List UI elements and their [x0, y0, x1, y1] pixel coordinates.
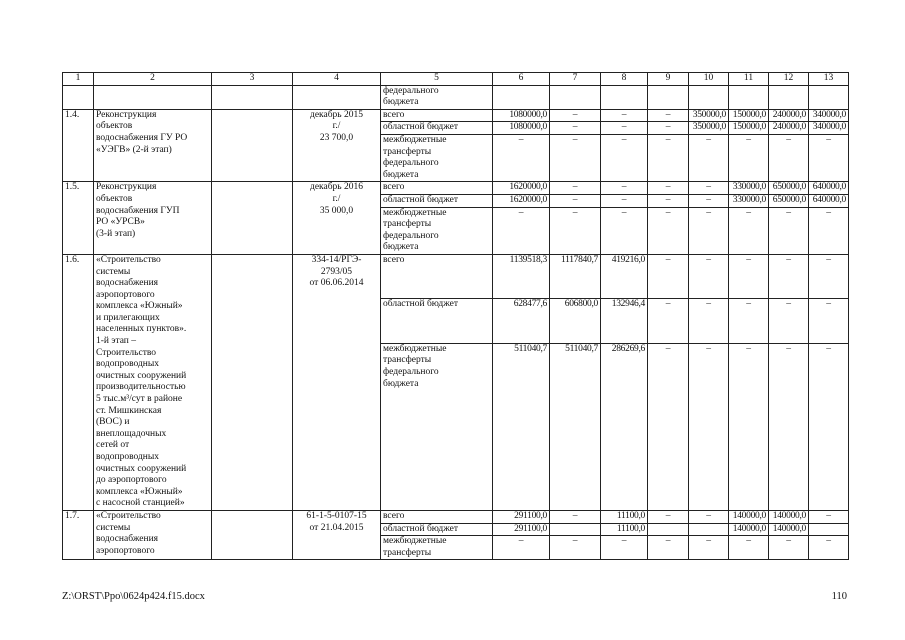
text-line: Строительство	[96, 347, 157, 358]
value-cell: –	[601, 134, 648, 181]
value-cell: –	[689, 343, 729, 510]
text-line: г./	[332, 121, 341, 132]
text-line: 1-й этап –	[96, 336, 137, 347]
text-line: бюджета	[383, 169, 419, 180]
table-row	[63, 254, 849, 298]
value-cell: –	[648, 207, 689, 254]
table-row	[63, 510, 849, 523]
item-number	[63, 85, 94, 109]
value-cell: –	[493, 134, 550, 181]
text-line: «Строительство	[96, 510, 161, 521]
value-cell	[809, 85, 849, 109]
text-line: областной бюджет	[383, 299, 459, 310]
value-cell: 640000,0	[809, 182, 849, 195]
value-cell: –	[601, 109, 648, 122]
value-cell: –	[689, 299, 729, 343]
value-cell: –	[809, 254, 849, 298]
text-line: межбюджетные	[383, 134, 447, 145]
page-number: 110	[831, 591, 847, 602]
col3-cell	[212, 85, 293, 109]
funding-source	[381, 109, 493, 122]
value-cell	[493, 85, 550, 109]
value-cell: 350000,0	[689, 122, 729, 135]
text-line: водопроводных	[96, 452, 160, 462]
column-header: 11	[729, 73, 769, 86]
value-cell: 132946,4	[601, 299, 648, 343]
funding-source	[381, 254, 493, 298]
value-cell: –	[601, 207, 648, 254]
value-cell: 291100,0	[493, 523, 550, 536]
text-line: комплекса «Южный»	[96, 301, 183, 312]
column-header: 7	[550, 73, 601, 86]
value-cell: –	[550, 109, 601, 122]
value-cell: –	[493, 207, 550, 254]
column-header: 10	[689, 73, 729, 86]
text-line: федерального	[383, 366, 439, 377]
text-line: и прилегающих	[96, 312, 160, 323]
budget-table	[62, 72, 849, 560]
value-cell: –	[769, 299, 809, 343]
value-cell	[689, 85, 729, 109]
value-cell	[601, 85, 648, 109]
column-header: 8	[601, 73, 648, 86]
col3-cell	[212, 254, 293, 510]
text-line: декабрь 2015	[309, 109, 364, 120]
value-cell: 628477,6	[493, 299, 550, 343]
text-line: межбюджетные	[383, 536, 447, 547]
funding-source	[381, 134, 493, 181]
text-line: всего	[383, 510, 405, 521]
value-cell: –	[729, 134, 769, 181]
value-cell: 640000,0	[809, 194, 849, 207]
value-cell: –	[769, 254, 809, 298]
text-line: всего	[383, 254, 405, 265]
value-cell: –	[689, 134, 729, 181]
value-cell: 140000,0	[769, 510, 809, 523]
value-cell: –	[550, 194, 601, 207]
value-cell	[689, 523, 729, 536]
value-cell	[769, 85, 809, 109]
value-cell: 419216,0	[601, 254, 648, 298]
text-line: трансферты	[383, 146, 432, 157]
value-cell	[550, 523, 601, 536]
object-name	[94, 182, 212, 255]
value-cell: 140000,0	[729, 510, 769, 523]
text-line: бюджета	[383, 97, 419, 108]
column-header: 13	[809, 73, 849, 86]
text-line: водоснабжения ГУ РО	[96, 132, 188, 143]
text-line: до аэропортового	[96, 475, 167, 486]
value-cell: –	[809, 134, 849, 181]
value-cell: 1080000,0	[493, 122, 550, 135]
value-cell: 350000,0	[689, 109, 729, 122]
value-cell: 1620000,0	[493, 182, 550, 195]
value-cell: –	[648, 109, 689, 122]
funding-source	[381, 510, 493, 523]
text-line: (3-й этап)	[96, 228, 136, 239]
value-cell: –	[601, 122, 648, 135]
table-row	[63, 85, 849, 109]
text-line: водоснабжения	[96, 534, 159, 545]
text-line: областной бюджет	[383, 523, 459, 534]
value-cell: –	[648, 254, 689, 298]
value-cell: 11100,0	[601, 523, 648, 536]
value-cell: –	[729, 536, 769, 560]
value-cell: –	[550, 122, 601, 135]
value-cell: 650000,0	[769, 194, 809, 207]
funding-source	[381, 85, 493, 109]
value-cell: –	[550, 207, 601, 254]
text-line: водоснабжения ГУП	[96, 205, 180, 216]
value-cell	[809, 523, 849, 536]
table-body	[63, 85, 849, 560]
value-cell: –	[769, 343, 809, 510]
item-number: 1.5.	[63, 182, 94, 255]
document-details	[293, 109, 381, 182]
column-header: 1	[63, 73, 94, 86]
value-cell: –	[648, 510, 689, 523]
funding-source	[381, 182, 493, 195]
text-line: комплекса «Южный»	[96, 486, 183, 497]
funding-source	[381, 536, 493, 560]
text-line: 61-1-5-0107-15	[306, 510, 367, 521]
value-cell: 150000,0	[729, 109, 769, 122]
value-cell: –	[550, 134, 601, 181]
table-row	[63, 182, 849, 195]
text-line: трансферты	[383, 547, 432, 558]
column-header: 3	[212, 73, 293, 86]
value-cell: –	[648, 343, 689, 510]
value-cell: 240000,0	[769, 109, 809, 122]
value-cell: 650000,0	[769, 182, 809, 195]
value-cell: 240000,0	[769, 122, 809, 135]
text-line: трансферты	[383, 355, 432, 366]
text-line: РО «УРСВ»	[96, 217, 145, 228]
column-header: 9	[648, 73, 689, 86]
value-cell	[648, 523, 689, 536]
text-line: бюджета	[383, 378, 419, 389]
text-line: межбюджетные	[383, 207, 447, 218]
value-cell: –	[648, 122, 689, 135]
text-line: объектов	[96, 121, 133, 132]
text-line: населенных пунктов».	[96, 324, 187, 335]
text-line: 334-14/РГЭ-	[311, 254, 362, 265]
document-details	[293, 254, 381, 510]
value-cell	[550, 85, 601, 109]
value-cell: –	[689, 194, 729, 207]
text-line: декабрь 2016	[309, 182, 364, 193]
column-header: 2	[94, 73, 212, 86]
value-cell: –	[769, 207, 809, 254]
funding-source	[381, 343, 493, 510]
text-line: 2793/05	[320, 266, 353, 277]
text-line: федерального	[383, 158, 439, 169]
funding-source	[381, 194, 493, 207]
value-cell: 1080000,0	[493, 109, 550, 122]
document-details	[293, 182, 381, 255]
funding-source	[381, 122, 493, 135]
value-cell: –	[809, 510, 849, 523]
table-row	[63, 109, 849, 122]
value-cell: –	[769, 134, 809, 181]
value-cell: –	[648, 536, 689, 560]
value-cell: –	[648, 134, 689, 181]
text-line: аэропортового	[96, 289, 155, 300]
column-header-row	[63, 73, 849, 86]
text-line: Реконструкция	[96, 182, 157, 193]
text-line: сетей от	[96, 440, 130, 451]
text-line: г./	[332, 193, 341, 204]
value-cell: 1620000,0	[493, 194, 550, 207]
text-line: «Строительство	[96, 254, 161, 265]
value-cell: –	[689, 207, 729, 254]
text-line: от 21.04.2015	[309, 522, 364, 533]
value-cell	[648, 85, 689, 109]
item-number: 1.4.	[63, 109, 94, 182]
value-cell: –	[648, 194, 689, 207]
text-line: федерального	[383, 230, 439, 241]
value-cell: 150000,0	[729, 122, 769, 135]
value-cell: –	[729, 343, 769, 510]
text-line: аэропортового	[96, 545, 155, 556]
funding-source	[381, 207, 493, 254]
text-line: 35 000,0	[319, 205, 354, 216]
object-name	[94, 254, 212, 510]
value-cell: 1117840,7	[550, 254, 601, 298]
value-cell	[729, 85, 769, 109]
funding-source	[381, 299, 493, 343]
value-cell: –	[729, 299, 769, 343]
text-line: внеплощадочных	[96, 428, 167, 439]
value-cell: 340000,0	[809, 122, 849, 135]
value-cell: –	[729, 254, 769, 298]
value-cell: –	[729, 207, 769, 254]
text-line: системы	[96, 266, 131, 277]
value-cell: 1139518,3	[493, 254, 550, 298]
document-details	[293, 85, 381, 109]
value-cell: 140000,0	[729, 523, 769, 536]
value-cell: –	[809, 207, 849, 254]
column-header: 6	[493, 73, 550, 86]
value-cell: 286269,6	[601, 343, 648, 510]
col3-cell	[212, 109, 293, 182]
value-cell: 140000,0	[769, 523, 809, 536]
value-cell: –	[601, 194, 648, 207]
text-line: Реконструкция	[96, 109, 157, 120]
text-line: объектов	[96, 193, 133, 204]
value-cell: –	[689, 510, 729, 523]
value-cell: 330000,0	[729, 194, 769, 207]
text-line: областной бюджет	[383, 122, 459, 133]
col3-cell	[212, 510, 293, 559]
item-number: 1.6.	[63, 254, 94, 510]
value-cell: –	[689, 254, 729, 298]
text-line: 23 700,0	[319, 132, 354, 143]
value-cell: –	[648, 182, 689, 195]
file-path: Z:\ORST\Ppo\0624p424.f15.docx	[62, 591, 205, 602]
text-line: очистных сооружений	[96, 370, 187, 381]
object-name	[94, 510, 212, 559]
value-cell: –	[769, 536, 809, 560]
value-cell: –	[550, 510, 601, 523]
text-line: очистных сооружений	[96, 463, 187, 474]
funding-source	[381, 523, 493, 536]
value-cell: –	[689, 536, 729, 560]
text-line: всего	[383, 109, 405, 120]
value-cell: 606800,0	[550, 299, 601, 343]
value-cell: –	[809, 536, 849, 560]
value-cell: 11100,0	[601, 510, 648, 523]
value-cell: –	[550, 536, 601, 560]
text-line: (ВОС) и	[96, 417, 130, 428]
value-cell: –	[601, 536, 648, 560]
value-cell: –	[809, 343, 849, 510]
object-name	[94, 85, 212, 109]
value-cell: –	[601, 182, 648, 195]
value-cell: –	[550, 182, 601, 195]
text-line: бюджета	[383, 242, 419, 253]
text-line: «УЭГВ» (2-й этап)	[96, 144, 172, 155]
text-line: водопроводных	[96, 359, 160, 370]
text-line: областной бюджет	[383, 194, 459, 205]
text-line: системы	[96, 522, 131, 533]
value-cell: 291100,0	[493, 510, 550, 523]
item-number: 1.7.	[63, 510, 94, 559]
object-name	[94, 109, 212, 182]
col3-cell	[212, 182, 293, 255]
value-cell: –	[809, 299, 849, 343]
value-cell: –	[689, 182, 729, 195]
text-line: трансферты	[383, 219, 432, 230]
value-cell: –	[648, 299, 689, 343]
text-line: всего	[383, 182, 405, 193]
column-header: 5	[381, 73, 493, 86]
column-header: 4	[293, 73, 381, 86]
value-cell: 330000,0	[729, 182, 769, 195]
text-line: от 06.06.2014	[309, 278, 364, 289]
value-cell: 511040,7	[550, 343, 601, 510]
text-line: ст. Мишкинская	[96, 405, 162, 416]
document-details	[293, 510, 381, 559]
value-cell: 511040,7	[493, 343, 550, 510]
value-cell: 340000,0	[809, 109, 849, 122]
text-line: водоснабжения	[96, 278, 159, 289]
text-line: межбюджетные	[383, 343, 447, 354]
text-line: производительностью	[96, 382, 186, 393]
text-line: федерального	[383, 85, 439, 96]
column-header: 12	[769, 73, 809, 86]
text-line: 5 тыс.м³/сут в районе	[96, 394, 183, 405]
value-cell: –	[493, 536, 550, 560]
text-line: с насосной станцией»	[96, 498, 185, 509]
